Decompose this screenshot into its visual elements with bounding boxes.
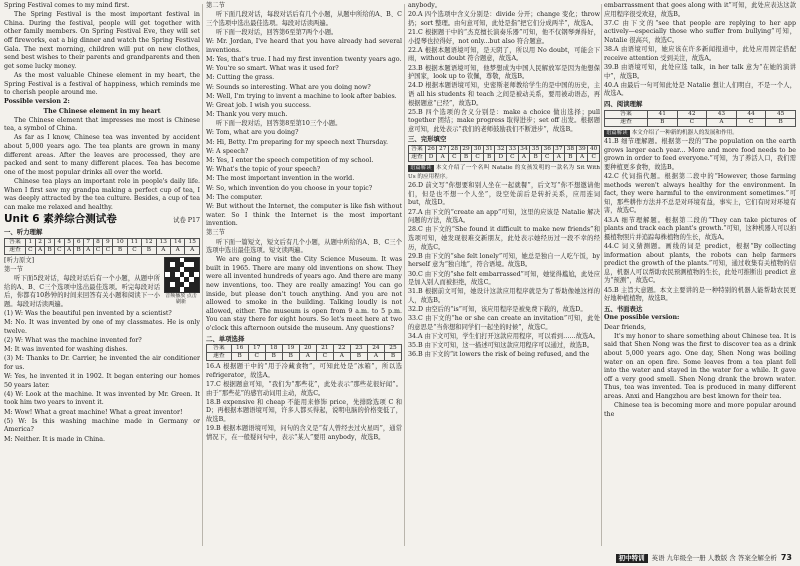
dialogue-list (4, 310, 200, 444)
book-subject: 英语 九年级全一册 人教版 含 答案全解全析 (651, 554, 777, 563)
essay-title: The Chinese element in my heart (43, 107, 161, 115)
answer-cell: B (350, 353, 367, 361)
explanation: 26.D 前文写“你想要和别人坐在一起就餐”，后文写“你不想邀请他们，但是也不想一个人坐”，设空处前后是转折关系，应用连词 but，故选D。 (408, 182, 600, 207)
answer-table (4, 238, 200, 255)
answer-table-header: 速查 (5, 246, 26, 254)
question-number: 20 (299, 345, 316, 353)
explanation: 21.C 根据题干中的“杰克擅长演奏乐器”可知，他不仅钢琴弹得好，小提琴也拉得好，not only...but also 符合题意。 (408, 28, 600, 45)
answer-cell: C (736, 118, 766, 126)
question-number: 1 (25, 238, 35, 246)
discourse-tag: 语篇解读 (606, 129, 628, 136)
question-number: 42 (677, 110, 707, 118)
column-1 (4, 2, 200, 445)
section-heading: 五、书面表达 (604, 304, 643, 313)
question-number: 21 (316, 345, 333, 353)
answer-cell: A (576, 154, 588, 162)
answer-cell: B (483, 154, 495, 162)
answer-table-header: 答案 (207, 345, 232, 353)
question-number: 2 (35, 238, 45, 246)
answer-cell: B (265, 353, 282, 361)
instruction-text: 听下面一段对话，回答第8至第10三个小题。 (216, 120, 342, 128)
dialogue-line: M: No. It was invented by one of my classmates. He is only twelve. (4, 319, 200, 335)
answer-cell: B (565, 154, 577, 162)
question-number: 26 (425, 146, 437, 154)
dialogue-line: W: A speech? (206, 147, 249, 155)
question-number: 39 (576, 146, 588, 154)
explanation: 25.B 四个选项的含义分别是：make a choice 做出选择；pull together 团结；make progress 取得进步；set off 出发。根据题意可知，此处表示“我们的老师鼓励我们不断进步”，故选B。 (408, 108, 600, 133)
question-number: 23 (350, 345, 367, 353)
answer-cell: B (142, 246, 156, 254)
version-label: One possible version: (604, 314, 680, 322)
question-number: 10 (113, 238, 127, 246)
dialogue-line: W: Yes, he invented it in 1902. It began entering our homes 50 years later. (4, 373, 200, 389)
explanation: 38.A 由语境可知，她应该在许多新闻报道中，此处应用固定搭配 receive attention 受到关注，故选A。 (604, 46, 796, 62)
explanation: 36.B 由下文的“it lowers the risk of being refused, and the (408, 351, 590, 359)
dialogue-line: (3) M: Thanks to Dr. Carrier, he invented the air conditioner for us. (4, 355, 200, 371)
script-block (4, 257, 200, 310)
dialogue-line: M: Yes, I enter the speech competition of my school. (206, 157, 374, 164)
question-number: 41 (647, 110, 677, 118)
explanation: 43.A 细节理解题。根据第二段的“They can take pictures of plants and track each plant's growth.”可知，这种机器人可以拍摄植物照片并追踪每株植物的生长，故选A。 (604, 216, 796, 241)
explanation: 34.A 由下文可知，学生们打开这款应用程序，可以看到……故选A。 (408, 333, 600, 341)
dialogue-list (206, 129, 402, 228)
explanation: embarrassment that goes along with it”可知，此处应表达这款应用程序很受欢迎，故选B。 (604, 2, 796, 18)
instruction-text: 听下面一段对话，回答第6至第7两个小题。 (216, 28, 338, 36)
section-heading: 四、阅读理解 (604, 99, 643, 108)
discourse-tag: 语篇解读 (410, 165, 432, 172)
explanation: 19.B 根据本题语境可知，问句的含义是“有人曾经去过火星吗”，通常情况下，在一般疑问句中，表示“某人”要用 anybody，故选B。 (206, 425, 402, 441)
script-label: [听力原文] (4, 256, 35, 264)
explanation: 45.B 主旨大意题。本文主要讲的是一种特别的机器人能帮助农民更好地种植植物，故选B。 (604, 286, 796, 303)
explanation: 33.C 由下文的“he or she can create an invitation”可知，此处的意思是“当你想和同学们一起坐的时候”，故选C。 (408, 315, 600, 331)
dialogue-line: M: Yes, that's true. I had my first invention twenty years ago. (206, 55, 402, 63)
dialogue-line: (2) W: What was the machine invented for? (4, 336, 142, 344)
answer-cell: B (45, 246, 55, 254)
essay-text: Chinese tea plays an important role in people's daily life. When I first saw my grandpa making a perfect cup of tea, I was deeply attracted by the tea culture. Besides, a cup of tea can make me relaxed and healthy. (4, 178, 200, 211)
explanation: 40.A 由最后一句可知此处是 Natalie 想让人们明白，不是一个人，故选A。 (604, 81, 796, 98)
dialogue-line: W: Sounds so interesting. What are you doing now? (206, 83, 371, 91)
dialogue-line: M: The most important invention in the world. (206, 175, 355, 183)
question-number: 30 (472, 146, 484, 154)
answer-table-questions (409, 146, 600, 154)
essay-text: As the most valuable Chinese element in my heart, the Spring Festival is a festival of happiness, which reminds me to cherish people around me. (4, 71, 200, 97)
answer-table-answers (409, 154, 600, 162)
answer-cell: C (541, 154, 553, 162)
answer-cell: A (64, 246, 74, 254)
question-number: 38 (565, 146, 577, 154)
explanation: 22.A 根据本题语境可知，是天阴了，所以用 No doubt，可能会下雨，without doubt 符合题意，故选A。 (408, 46, 600, 63)
explanation: 29.B 由下文的“she felt lonely”可知，她总是独自一人吃午饭，by herself 意为“独自地”，符合语境。故选B。 (408, 252, 600, 269)
answer-cell: A (518, 154, 530, 162)
essay-text: It's my honor to share something about Chinese tea. It is said that Shen Nong was the first to discover tea as a drink about 5,000 years ago. One day, Shen Nong was boiling water on an open fire. Some leaves from a tea plant fell into the water and stayed in the water for a while. It gave off a very good smell. Shen Nong drank the brown water. Thus, tea was invented. Tea is produced in many different areas. Anxi and Hangzhou are best known for their tea. (604, 332, 796, 400)
explanation: 16.A 根据题干中的“用于冷藏食物”，可知此处是“冰箱”，所以选 refrigerator，故选A。 (206, 363, 402, 379)
explanation: 30.C 由下文的“she felt embarrassed”可知，她觉得尴尬，此处应是加入别人而被拒绝，故选C。 (408, 270, 600, 287)
essay-text: As far as I know, Chinese tea was invented by accident about 5,000 years ago. The tea plants are grown in many different areas. After the leaves are processed, they are packed and sent to many different places. Tea has become one of the most popular drinks all over the world. (4, 134, 200, 176)
answer-cell: B (460, 154, 472, 162)
answer-table-header: 答案 (409, 146, 426, 154)
dialogue-line: W: You're so smart. What was it used for? (206, 65, 339, 73)
explanation: 35.B 由下文可知，这一描述可知这款应用程序可以通过，故选B。 (408, 342, 593, 350)
page-footer (616, 554, 792, 563)
explanation: anybody。 (408, 2, 442, 9)
version-label: Possible version 2: (4, 98, 70, 106)
question-number: 29 (460, 146, 472, 154)
explanation: 32.D 由空后的“is”可知，该应用程序是被免费下载的，故选D。 (408, 306, 587, 314)
instruction-text: 听下面几段对话，每段对话后有几个小题，从题中所给的A、B、C三个选项中选出最佳选项。每段对话读两遍。 (206, 11, 402, 27)
dialogue-line: (5) W: Is this washing machine made in Germany or America? (4, 417, 200, 434)
explanation: 41.B 细节理解题。根据第一段的“The population on the earth grows larger each year... More and more food needs to be grown in order to feed everyone.”可知，为了养活人口，我们需要种植更多食物，故选B。 (604, 138, 796, 171)
unit-header (4, 215, 200, 226)
qr-caption: 音频播放 点击刷新 (165, 292, 197, 305)
answer-cell: C (248, 353, 265, 361)
answer-cell: A (333, 353, 350, 361)
question-number: 19 (282, 345, 299, 353)
answer-cell: B (647, 118, 677, 126)
qr-code-icon[interactable] (164, 257, 200, 293)
dialogue-line: W: But without the Internet, the computer is like fish without water. So I think the Internet is the most important invention. (206, 202, 402, 228)
discourse-summary: 本文介绍了一种新的机器人的发展和作用。 (631, 129, 738, 136)
answer-table-header: 答案 (5, 238, 26, 246)
page-number: 73 (780, 553, 792, 563)
question-number: 4 (54, 238, 64, 246)
column-divider (202, 4, 203, 546)
question-number: 45 (766, 110, 796, 118)
answer-table-answers (605, 118, 796, 126)
instruction-text: 听下面5段对话，每段对话后有一个小题，从题中所给的A、B、C三个选项中选出最佳选项。听完每段对话后，你都有10秒钟的时间来回答有关小题和阅读下一小题。每段对话读两遍。 (4, 274, 160, 308)
answer-cell: A (367, 353, 384, 361)
section-heading: 一、听力理解 (4, 228, 43, 236)
greeting: Dear friends, (604, 323, 646, 331)
answer-cell: C (103, 246, 113, 254)
dialogue-list (206, 38, 402, 120)
answer-table (408, 145, 600, 162)
question-number: 13 (156, 238, 170, 246)
discourse-summary: 本文介绍了一个名叫 Natalie 的女孩发明的一款名为 Sit With Us 的应用程序。 (408, 165, 600, 180)
question-number: 17 (248, 345, 265, 353)
answer-table-header: 速查 (409, 154, 426, 162)
dialogue-line: (4) W: Look at the machine. It was invented by Mr. Green. It took him two years to invent it. (4, 390, 200, 407)
question-number: 28 (449, 146, 461, 154)
dialogue-line: M: Neither. It is made in China. (4, 435, 105, 443)
question-number: 34 (518, 146, 530, 154)
answer-cell: A (185, 246, 200, 254)
answer-cell: C (25, 246, 35, 254)
question-number: 25 (384, 345, 401, 353)
answer-cell: A (437, 154, 449, 162)
question-number: 6 (74, 238, 84, 246)
explanation: 31.B 根据前文可知，她设计这款应用程序就是为了帮助像她这样的人，故选B。 (408, 288, 600, 304)
question-number: 7 (83, 238, 93, 246)
column-2 (206, 2, 402, 443)
part-label: 第一节 (4, 265, 23, 273)
column-3 (408, 2, 600, 361)
dialogue-line: (1) W: Was the beautiful pen invented by a scientist? (4, 309, 172, 317)
answer-cell: D (425, 154, 437, 162)
explanation: 42.C 代词指代题。根据第二段中的“However, those farming methods weren't always healthy for the environment. In fact, they were harmful to the environment sometimes.”可知，那些耕作方法并不总是对环境有益，事实上，它们有时对环境有害，故选C。 (604, 173, 796, 215)
answer-table-questions (5, 238, 200, 246)
question-number: 35 (530, 146, 542, 154)
explanation: 37.C 由下文的“see that people are replying to her app actively—especially those who suffer from bullying”可知，Natalie 很高兴，故选C。 (604, 19, 796, 44)
question-number: 27 (437, 146, 449, 154)
answer-table-answers (5, 246, 200, 254)
question-number: 12 (142, 238, 156, 246)
passage-text: We are going to visit the City Science Museum. It was built in 1965. There are many old inventions on show. They were all invented hundreds of years ago. And there are many new inventions, too. They are really amazing! You can go inside, but please don't touch anything. And you are not allowed to smoke in the building. Talking loudly is not allowed, either. The museum is open from 9 a.m. to 5 p.m. You can stay there for eight hours. So let's meet here at two o'clock this afternoon outside the museum. Any questions? (206, 256, 402, 333)
answer-cell: C (316, 353, 333, 361)
answer-cell: A (707, 118, 737, 126)
dialogue-line: W: Great job. I wish you success. (206, 101, 311, 109)
explanation: 44.C 词义猜测题。画线的词是 predict，根据“By collecting information about plants, the robots can help farmers predict the growth of the plants.”可知，通过收集有关植物的信息，机器人可以帮助农民预测植物的生长，此处可推断出 predict 意为“预测”，故选C。 (604, 243, 796, 285)
brand-label: 初中特训 (616, 554, 648, 563)
answer-cell: A (156, 246, 170, 254)
explanation: 28.C 由下文的“She found it difficult to make new friends”和选项可知，她发现很难交新朋友，此处表示她经历过一段不幸的经历，故选C。 (408, 226, 600, 251)
question-number: 24 (367, 345, 384, 353)
question-number: 3 (45, 238, 55, 246)
answer-table (206, 344, 402, 361)
answer-cell: C (472, 154, 484, 162)
answer-cell: C (54, 246, 64, 254)
dialogue-line: M: Thank you very much. (206, 111, 288, 119)
question-number: 31 (483, 146, 495, 154)
answer-cell: C (449, 154, 461, 162)
question-number: 22 (333, 345, 350, 353)
answer-cell: C (588, 154, 600, 162)
dialogue-line: M: Cutting the grass. (206, 74, 275, 82)
answer-cell: C (507, 154, 519, 162)
section-heading: 二、单项选择 (206, 334, 245, 343)
unit-title: Unit 6 素养综合测试卷 (4, 213, 117, 226)
answer-table-header: 速查 (605, 118, 648, 126)
column-4 (604, 2, 796, 420)
answer-cell: A (171, 246, 185, 254)
essay-text: The Spring Festival is the most important festival in China. During the festival, people will get together with other family members. On Spring Festival Eve, they will set off fireworks, eat a big dinner and watch the Spring Festival Gala. The next morning, children will put on new clothes, send best wishes to their parents and grandparents and then get some lucky money. (4, 11, 200, 70)
answer-cell: B (113, 246, 127, 254)
dialogue-line: M: Hi, Betty. I'm preparing for my speech next Thursday. (206, 138, 388, 146)
question-number: 36 (541, 146, 553, 154)
explanation: 24.D 根据本题语境可知，史密斯老师教给学生的是中国的历史，主语 all his students 和 teach 之间是被动关系，要用被动语态，再根据题意“已经”，故选D。 (408, 82, 600, 107)
question-number: 11 (127, 238, 141, 246)
answer-cell: C (93, 246, 103, 254)
answer-cell: B (282, 353, 299, 361)
explanation: 17.C 根据题意可知，“我们为“那些花”，此处表示“那些花很好闻”。由于“那些花”的感官动词用主动，故选C。 (206, 381, 402, 397)
answer-cell: A (35, 246, 45, 254)
answer-cell: D (495, 154, 507, 162)
explanation: 23.B 根据本题语境可知，他梦想成为中国人民解放军是因为他想保护国家，look up to 钦佩，尊敬，故选B。 (408, 64, 600, 81)
explanation: 27.A 由下文的“create an app”可知，这里的应该是 Natalie 解决问题的方法，故选A。 (408, 208, 600, 225)
question-number: 44 (736, 110, 766, 118)
instruction-text: 听下面一篇短文，短文后有几个小题，从题中所给的A、B、C三个选项中选出最佳选项。短文读两遍。 (206, 238, 402, 255)
question-number: 5 (64, 238, 74, 246)
part-label: 第二节 (206, 2, 225, 9)
essay-text: Spring Festival comes to my mind first. (4, 2, 130, 9)
part-label: 第三节 (206, 229, 225, 237)
question-number: 18 (265, 345, 282, 353)
question-number: 33 (507, 146, 519, 154)
dialogue-line: M: Wow! What a great machine! What a great inventor! (4, 408, 183, 416)
answer-cell: C (677, 118, 707, 126)
answer-cell: B (384, 353, 401, 361)
answer-cell: B (231, 353, 248, 361)
section-heading: 三、完形填空 (408, 135, 447, 144)
answer-cell: B (530, 154, 542, 162)
question-number: 43 (707, 110, 737, 118)
answer-table (604, 110, 796, 127)
dialogue-line: W: Mr. Jordan, I've heard that you have already had several inventions. (206, 38, 402, 54)
explanation: 18.B expensive 和 cheap 不能用来修饰 price，先排除选项 C 和 D；再根据本题语境可知，许多人都买得起，说明电脑的价格变低了，故选B。 (206, 398, 402, 423)
dialogue-line: W: What's the topic of your speech? (206, 166, 321, 174)
explanation: 20.A 四个选项中含义分别是：divide 分开；change 变化；throw 扔；sort 整理。由句意可知，此处是指“把它们分成两半”，故选A。 (408, 11, 600, 27)
question-number: 14 (171, 238, 185, 246)
answer-table-questions (605, 110, 796, 118)
answer-cell: B (74, 246, 84, 254)
answer-cell: C (127, 246, 141, 254)
question-number: 9 (103, 238, 113, 246)
question-number: 8 (93, 238, 103, 246)
question-number: 40 (588, 146, 600, 154)
column-divider (404, 4, 405, 546)
dialogue-line: M: Well, I'm trying to invent a machine to look after babies. (206, 92, 397, 100)
explanation: 39.B 由语境可知，此处应选 talk，in her talk 意为“在她的演讲中”，故选B。 (604, 63, 796, 80)
unit-reference: 试卷 P17 (173, 217, 200, 225)
answer-cell: A (553, 154, 565, 162)
answer-table-answers (207, 353, 402, 361)
answer-table-questions (207, 345, 402, 353)
column-divider (601, 4, 602, 546)
dialogue-line: W: So, which invention do you choose in your topic? (206, 184, 373, 192)
answer-cell: B (766, 118, 796, 126)
answer-table-header: 速查 (207, 353, 232, 361)
dialogue-line: M: The computer. (206, 193, 263, 201)
answer-cell: A (83, 246, 93, 254)
dialogue-line: W: Tom, what are you doing? (206, 129, 299, 137)
question-number: 15 (185, 238, 200, 246)
question-number: 37 (553, 146, 565, 154)
question-number: 16 (231, 345, 248, 353)
essay-text: The Chinese element that impresses me most is Chinese tea, a symbol of China. (4, 116, 200, 133)
answer-table-header: 答案 (605, 110, 648, 118)
dialogue-line: M: It was invented for washing dishes. (4, 346, 128, 354)
essay-text: Chinese tea is becoming more and more popular around the (604, 402, 796, 418)
answer-cell: A (299, 353, 316, 361)
question-number: 32 (495, 146, 507, 154)
